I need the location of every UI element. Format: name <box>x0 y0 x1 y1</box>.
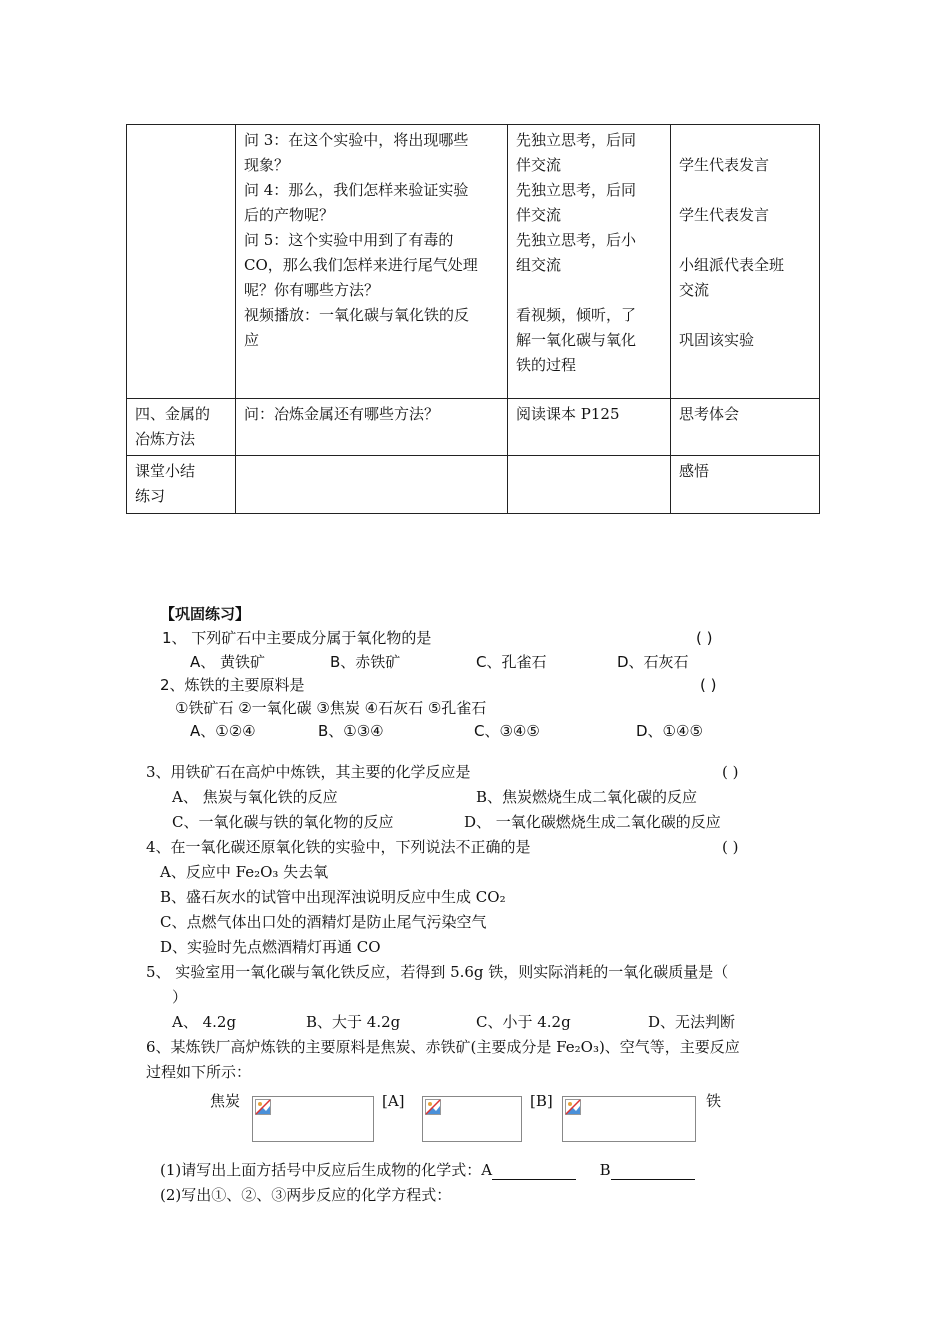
teacher-cell <box>236 399 508 456</box>
stage-cell-line: 冶炼方法 <box>135 430 196 448</box>
stage-cell-line: 课堂小结 <box>135 462 196 480</box>
teacher-cell-line: 问 5：这个实验中用到了有毒的 <box>244 231 454 249</box>
stage-cell-line: 练习 <box>135 487 166 505</box>
q2-option-c: C、③④⑤ <box>474 722 540 740</box>
student-cell-line: 伴交流 <box>516 206 562 224</box>
intent-cell-line: 思考体会 <box>679 405 740 423</box>
table-row <box>127 456 820 514</box>
broken-image-icon <box>425 1099 441 1115</box>
q2-option-b: B、①③④ <box>318 722 384 740</box>
q3-option-d: D、 一氧化碳燃烧生成二氧化碳的反应 <box>464 813 721 831</box>
student-cell-line: 先独立思考，后同 <box>516 131 637 149</box>
student-cell-line: 解一氧化碳与氧化 <box>516 331 637 349</box>
student-cell-line: 阅读课本 P125 <box>516 405 620 423</box>
intent-cell-line <box>679 228 811 253</box>
q4-option-d: D、实验时先点燃酒精灯再通 CO <box>160 938 381 956</box>
answer-blank-a[interactable] <box>492 1165 576 1180</box>
student-cell-line <box>516 278 662 303</box>
question-2-paren: ( ) <box>700 676 717 694</box>
student-cell-line: 组交流 <box>516 256 562 274</box>
stage-cell <box>127 399 236 456</box>
teacher-cell-line: 后的产物呢？ <box>244 206 335 224</box>
teacher-cell-line: 呢？你有哪些方法？ <box>244 281 380 299</box>
q2-option-a: A、①②④ <box>190 722 256 740</box>
question-3-stem: 3、用铁矿石在高炉中炼铁，其主要的化学反应是 <box>146 763 471 781</box>
intent-cell-line: 感悟 <box>679 462 710 480</box>
student-cell-line: 铁的过程 <box>516 356 577 374</box>
q2-items: ①铁矿石 ②一氧化碳 ③焦炭 ④石灰石 ⑤孔雀石 <box>175 699 487 717</box>
teacher-cell-line: 现象？ <box>244 156 290 174</box>
table-row <box>127 399 820 456</box>
intent-cell <box>671 399 820 456</box>
exercise-heading: 【巩固练习】 <box>160 605 251 623</box>
intent-cell <box>671 125 820 399</box>
intent-cell-line: 交流 <box>679 281 710 299</box>
question-4-stem: 4、在一氧化碳还原氧化铁的实验中，下列说法不正确的是 <box>146 838 531 856</box>
q5-option-c: C、小于 4.2g <box>476 1013 571 1031</box>
student-cell-line: 看视频，倾听，了 <box>516 306 637 324</box>
intent-cell-line: 巩固该实验 <box>679 331 755 349</box>
q4-option-a: A、反应中 Fe₂O₃ 失去氧 <box>160 863 329 881</box>
q3-option-c: C、一氧化碳与铁的氧化物的反应 <box>172 813 394 831</box>
q6-sub-2: (2)写出①、②、③两步反应的化学方程式： <box>160 1186 452 1204</box>
q1-option-b: B、赤铁矿 <box>330 653 401 671</box>
teacher-cell <box>236 125 508 399</box>
intent-cell-line <box>679 178 811 203</box>
question-6-stem: 6、某炼铁厂高炉炼铁的主要原料是焦炭、赤铁矿(主要成分是 Fe₂O₃)、空气等，主要反应 <box>146 1038 740 1056</box>
question-1-paren: ( ) <box>696 629 713 647</box>
flow-image-box-2 <box>422 1096 522 1142</box>
intent-cell-line: 学生代表发言 <box>679 156 770 174</box>
q4-option-b: B、盛石灰水的试管中出现浑浊说明反应中生成 CO₂ <box>160 888 506 906</box>
table-row <box>127 125 820 399</box>
teacher-cell-line: 视频播放：一氧化碳与氧化铁的反 <box>244 306 470 324</box>
question-5-stem-end: ） <box>172 988 188 1006</box>
student-cell-line: 先独立思考，后同 <box>516 181 637 199</box>
q5-option-b: B、大于 4.2g <box>306 1013 401 1031</box>
teacher-cell-line: 问 4：那么，我们怎样来验证实验 <box>244 181 469 199</box>
question-2-stem: 2、炼铁的主要原料是 <box>160 676 305 694</box>
q4-option-c: C、点燃气体出口处的酒精灯是防止尾气污染空气 <box>160 913 487 931</box>
q5-option-a: A、 4.2g <box>172 1013 237 1031</box>
answer-blank-b[interactable] <box>611 1165 695 1180</box>
student-cell-line: 先独立思考，后小 <box>516 231 637 249</box>
question-4-paren: ( ) <box>722 838 739 856</box>
q1-option-d: D、石灰石 <box>617 653 689 671</box>
intent-cell-line: 小组派代表全班 <box>679 256 785 274</box>
q6-sub-1 <box>160 1160 695 1180</box>
question-5-stem: 5、 实验室用一氧化碳与氧化铁反应，若得到 5.6g 铁，则实际消耗的一氧化碳质量是（ <box>146 963 729 981</box>
flow-image-box-3 <box>562 1096 696 1142</box>
q6-sub-1-text: (1)请写出上面方括号中反应后生成物的化学式：A <box>160 1161 493 1179</box>
flow-end-label: 铁 <box>706 1092 722 1110</box>
q3-option-a: A、 焦炭与氧化铁的反应 <box>172 788 338 806</box>
question-1-stem: 1、 下列矿石中主要成分属于氧化物的是 <box>162 629 432 647</box>
teacher-cell <box>236 456 508 514</box>
lesson-table <box>126 124 820 514</box>
student-cell-line: 伴交流 <box>516 156 562 174</box>
stage-cell-line: 四、金属的 <box>135 405 211 423</box>
stage-cell <box>127 125 236 399</box>
question-3-paren: ( ) <box>722 763 739 781</box>
broken-image-icon <box>565 1099 581 1115</box>
q3-option-b: B、焦炭燃烧生成二氧化碳的反应 <box>476 788 698 806</box>
flow-start-label: 焦炭 <box>210 1092 241 1110</box>
teacher-cell-line: CO，那么我们怎样来进行尾气处理 <box>244 256 478 274</box>
teacher-cell-line: 问 3：在这个实验中，将出现哪些 <box>244 131 469 149</box>
teacher-cell-line: 问：冶炼金属还有哪些方法？ <box>244 405 440 423</box>
intent-cell-line: 学生代表发言 <box>679 206 770 224</box>
q5-option-d: D、无法判断 <box>648 1013 736 1031</box>
intent-cell-line <box>679 128 811 153</box>
intent-cell <box>671 456 820 514</box>
q2-option-d: D、①④⑤ <box>636 722 703 740</box>
broken-image-icon <box>255 1099 271 1115</box>
flow-label-b: [B] <box>530 1092 553 1110</box>
q1-option-a: A、 黄铁矿 <box>190 653 266 671</box>
student-cell <box>508 125 671 399</box>
stage-cell <box>127 456 236 514</box>
q6-sub-1-b: B <box>599 1161 611 1179</box>
flow-image-box-1 <box>252 1096 374 1142</box>
flow-label-a: [A] <box>382 1092 405 1110</box>
intent-cell-line <box>679 303 811 328</box>
q1-option-c: C、孔雀石 <box>476 653 547 671</box>
question-6-stem-2: 过程如下所示： <box>146 1063 252 1081</box>
student-cell <box>508 399 671 456</box>
teacher-cell-line: 应 <box>244 331 260 349</box>
student-cell <box>508 456 671 514</box>
